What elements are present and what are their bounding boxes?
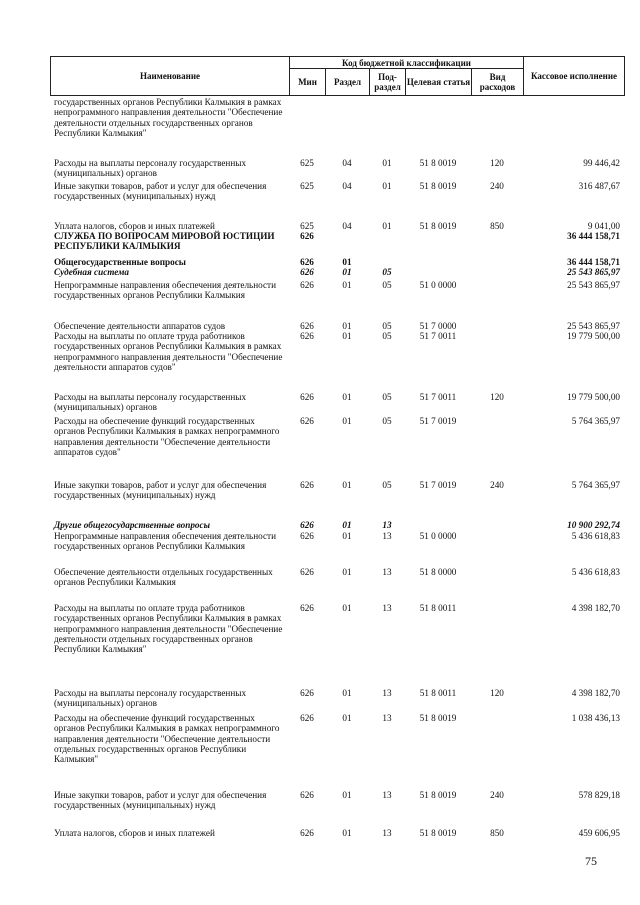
table-row [50, 480, 625, 511]
table-row [50, 603, 625, 675]
row-name: Судебная система [54, 267, 130, 277]
row-name: Непрограммные направления обеспечения деятельности государственных органов Республики Калмыкия [54, 280, 276, 301]
row-min: 626 [300, 416, 314, 426]
row-min: 626 [300, 531, 314, 541]
row-vid: 850 [490, 221, 504, 231]
row-min: 625 [300, 221, 314, 231]
table-row [50, 531, 625, 572]
row-razdel: 01 [342, 257, 352, 267]
row-razdel: 04 [342, 221, 352, 231]
table-row [50, 567, 625, 598]
row-min: 625 [300, 158, 314, 168]
row-sum: 9 041,00 [587, 221, 620, 231]
row-min: 626 [300, 713, 314, 723]
row-podrazdel: 05 [382, 392, 392, 402]
row-sum: 25 543 865,97 [567, 321, 620, 331]
row-tselevaya: 51 8 0019 [419, 158, 457, 168]
row-sum: 578 829,18 [578, 790, 620, 800]
row-vid: 240 [490, 480, 504, 490]
row-podrazdel: 05 [382, 480, 392, 490]
table-row [50, 321, 625, 331]
row-tselevaya: 51 8 0011 [419, 688, 457, 698]
row-min: 626 [300, 480, 314, 490]
row-name: Расходы на обеспечение функций государственных органов Республики Калмыкия в рамках непрограммного направления деятельности "Обеспечение деятельности аппаратов судов" [54, 416, 280, 457]
row-min: 626 [300, 790, 314, 800]
row-min: 626 [300, 257, 314, 267]
row-podrazdel: 01 [382, 221, 392, 231]
row-sum: 36 444 158,71 [567, 257, 620, 267]
row-tselevaya: 51 8 0019 [419, 828, 457, 838]
row-razdel: 01 [342, 392, 352, 402]
row-vid: 120 [490, 158, 504, 168]
row-razdel: 01 [342, 567, 352, 577]
row-tselevaya: 51 8 0011 [419, 603, 457, 613]
row-podrazdel: 13 [382, 713, 392, 723]
row-vid: 240 [490, 181, 504, 191]
row-sum: 36 444 158,71 [567, 231, 620, 241]
row-min: 626 [300, 688, 314, 698]
row-vid: 240 [490, 790, 504, 800]
row-name: Расходы на обеспечение функций государственных органов Республики Калмыкия в рамках непрограммного направления деятельности "Обеспечение деятельности отдельных государственных органов Республики Калмыкия" [54, 713, 280, 765]
row-razdel: 04 [342, 158, 352, 168]
row-name: Расходы на выплаты по оплате труда работников государственных органов Республики Калмыкия в рамках непрограммного направления деятельности "Обеспечение деятельности отдельных государственных органов Республики Калмыкия" [54, 603, 283, 655]
row-razdel: 01 [342, 790, 352, 800]
header-podrazdel: Под- раздел [370, 69, 406, 95]
table-row [50, 713, 625, 785]
row-min: 626 [300, 231, 314, 241]
row-tselevaya: 51 7 0011 [419, 331, 457, 341]
row-razdel: 01 [342, 321, 352, 331]
row-tselevaya: 51 8 0019 [419, 790, 457, 800]
row-sum: 19 779 500,00 [567, 331, 620, 341]
row-name: Иные закупки товаров, работ и услуг для обеспечения государственных (муниципальных) нужд [54, 181, 267, 202]
row-min: 626 [300, 603, 314, 613]
row-podrazdel: 05 [382, 267, 392, 277]
row-name: Иные закупки товаров, работ и услуг для обеспечения государственных (муниципальных) нужд [54, 790, 267, 811]
row-razdel: 01 [342, 416, 352, 426]
header-vid: Вид расходов [472, 69, 524, 95]
row-name: Уплата налогов, сборов и иных платежей [54, 221, 215, 231]
row-razdel: 01 [342, 828, 352, 838]
row-name: Расходы на выплаты по оплате труда работников государственных органов Республики Калмыкия в рамках непрограммного направления деятельности "Обеспечение деятельности аппаратов судов" [54, 331, 283, 372]
row-name: Расходы на выплаты персоналу государственных (муниципальных) органов [54, 158, 247, 179]
row-sum: 4 398 182,70 [571, 603, 620, 613]
table-row [50, 520, 625, 530]
row-name: Обеспечение деятельности отдельных государственных органов Республики Калмыкия [54, 567, 273, 588]
row-sum: 1 038 436,13 [571, 713, 620, 723]
row-sum: 5 436 618,83 [571, 567, 620, 577]
row-podrazdel: 13 [382, 520, 392, 530]
row-name: государственных органов Республики Калмыкия в рамках непрограммного направления деятельности "Обеспечение деятельности отдельных государственных органов Республики Калмыкия" [54, 97, 283, 138]
header-kassovoe: Кассовое исполнение [530, 71, 618, 81]
row-razdel: 01 [342, 688, 352, 698]
header-name: Наименование [51, 57, 290, 95]
row-podrazdel: 13 [382, 531, 392, 541]
row-podrazdel: 01 [382, 158, 392, 168]
row-name: Другие общегосударственные вопросы [54, 520, 210, 530]
table-row [50, 331, 625, 383]
row-name: СЛУЖБА ПО ВОПРОСАМ МИРОВОЙ ЮСТИЦИИ РЕСПУБЛИКИ КАЛМЫКИЯ [54, 231, 275, 252]
row-min: 626 [300, 280, 314, 290]
row-vid: 850 [490, 828, 504, 838]
row-vid: 120 [490, 688, 504, 698]
table-row [50, 158, 625, 179]
row-podrazdel: 13 [382, 688, 392, 698]
table-row [50, 688, 625, 709]
row-sum: 25 543 865,97 [567, 280, 620, 290]
row-tselevaya: 51 8 0019 [419, 713, 457, 723]
row-tselevaya: 51 8 0019 [419, 181, 457, 191]
table-row [50, 267, 625, 277]
row-podrazdel: 13 [382, 567, 392, 577]
row-razdel: 01 [342, 480, 352, 490]
row-min: 626 [300, 267, 314, 277]
row-sum: 4 398 182,70 [571, 688, 620, 698]
row-razdel: 04 [342, 181, 352, 191]
row-sum: 19 779 500,00 [567, 392, 620, 402]
row-razdel: 01 [342, 531, 352, 541]
row-sum: 99 446,42 [583, 158, 620, 168]
row-tselevaya: 51 8 0019 [419, 221, 457, 231]
row-name: Расходы на выплаты персоналу государственных (муниципальных) органов [54, 688, 247, 709]
row-tselevaya: 51 0 0000 [419, 531, 457, 541]
row-min: 626 [300, 828, 314, 838]
row-sum: 5 436 618,83 [571, 531, 620, 541]
table-row [50, 392, 625, 413]
row-podrazdel: 01 [382, 181, 392, 191]
row-podrazdel: 13 [382, 603, 392, 613]
row-name: Уплата налогов, сборов и иных платежей [54, 828, 215, 838]
row-name: Обеспечение деятельности аппаратов судов [54, 321, 226, 331]
row-tselevaya: 51 7 0011 [419, 392, 457, 402]
row-podrazdel: 05 [382, 321, 392, 331]
row-tselevaya: 51 7 0000 [419, 321, 457, 331]
row-min: 626 [300, 331, 314, 341]
table-row [50, 221, 625, 231]
row-sum: 5 764 365,97 [571, 416, 620, 426]
header-razdel: Раздел [326, 69, 370, 95]
table-header [50, 56, 625, 96]
table-row [50, 416, 625, 468]
row-sum: 459 606,95 [578, 828, 620, 838]
row-razdel: 01 [342, 331, 352, 341]
row-podrazdel: 05 [382, 331, 392, 341]
row-razdel: 01 [342, 267, 352, 277]
header-code-group: Код бюджетной классификации [290, 57, 524, 69]
row-podrazdel: 05 [382, 416, 392, 426]
table-row [50, 181, 625, 212]
table-row [50, 97, 625, 149]
row-tselevaya: 51 0 0000 [419, 280, 457, 290]
row-tselevaya: 51 7 0019 [419, 480, 457, 490]
row-name: Непрограммные направления обеспечения деятельности государственных органов Республики Калмыкия [54, 531, 276, 552]
row-min: 625 [300, 181, 314, 191]
table-row [50, 257, 625, 267]
row-tselevaya: 51 8 0000 [419, 567, 457, 577]
row-podrazdel: 05 [382, 280, 392, 290]
table-row [50, 280, 625, 321]
row-min: 626 [300, 321, 314, 331]
row-razdel: 01 [342, 713, 352, 723]
row-podrazdel: 13 [382, 790, 392, 800]
header-min: Мин [290, 69, 326, 95]
row-sum: 10 900 292,74 [567, 520, 620, 530]
row-name: Иные закупки товаров, работ и услуг для обеспечения государственных (муниципальных) нужд [54, 480, 267, 501]
row-min: 626 [300, 520, 314, 530]
row-sum: 316 487,67 [578, 181, 620, 191]
row-tselevaya: 51 7 0019 [419, 416, 457, 426]
row-min: 626 [300, 567, 314, 577]
row-podrazdel: 13 [382, 828, 392, 838]
page-number: 75 [585, 854, 597, 868]
row-sum: 25 543 865,97 [567, 267, 620, 277]
row-razdel: 01 [342, 603, 352, 613]
row-razdel: 01 [342, 520, 352, 530]
header-tselevaya: Целевая статья [406, 69, 472, 95]
table-row [50, 790, 625, 821]
table-row [50, 231, 625, 252]
table-row [50, 828, 625, 838]
row-sum: 5 764 365,97 [571, 480, 620, 490]
row-vid: 120 [490, 392, 504, 402]
row-min: 626 [300, 392, 314, 402]
row-name: Расходы на выплаты персоналу государственных (муниципальных) органов [54, 392, 247, 413]
row-razdel: 01 [342, 280, 352, 290]
row-name: Общегосударственные вопросы [54, 257, 186, 267]
